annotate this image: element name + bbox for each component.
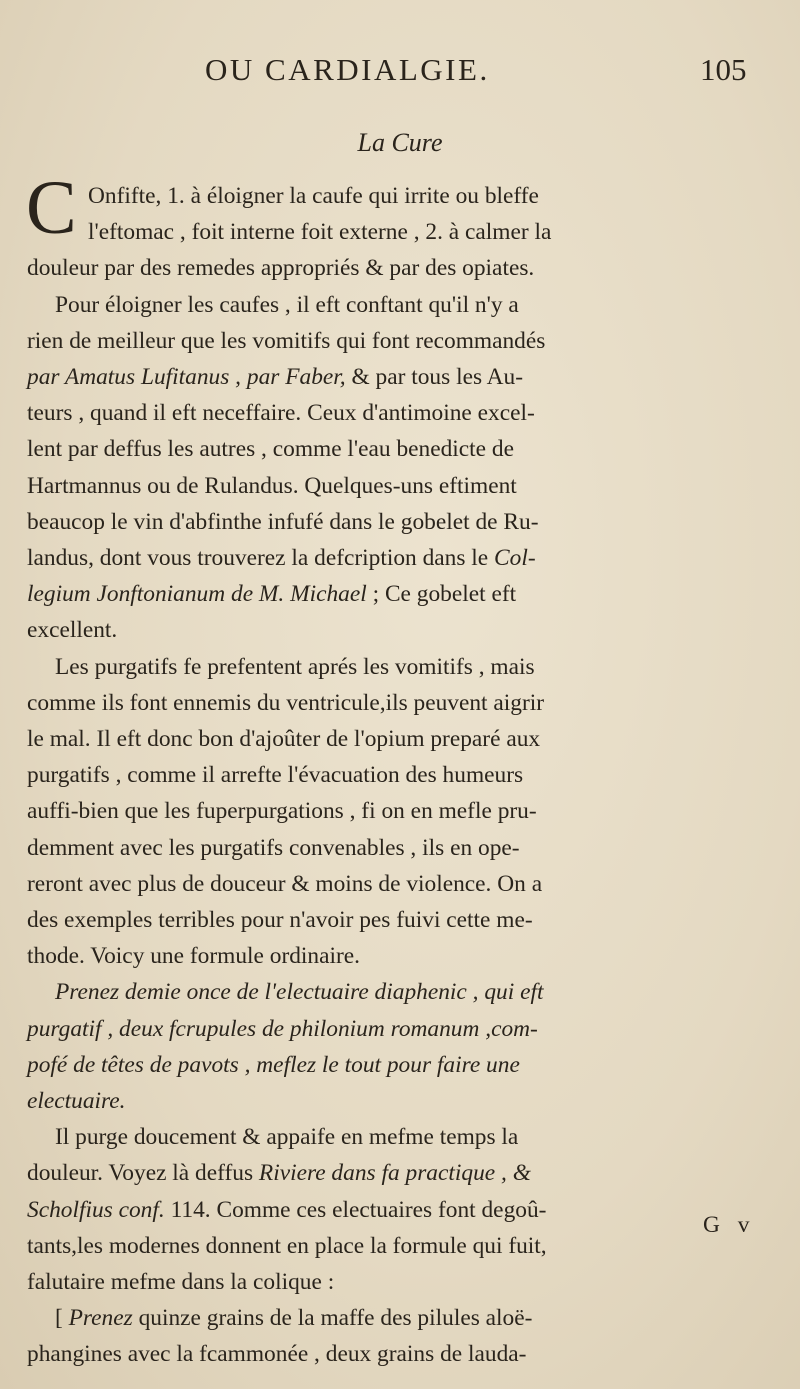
- text-segment: Onfifte, 1. à éloigner la caufe qui irrite ou bleffe: [88, 183, 539, 209]
- text-segment: Scholfius conf.: [27, 1197, 171, 1223]
- text-segment: falutaire mefme dans la colique :: [27, 1269, 335, 1295]
- text-segment: quinze grains de la maffe des pilules aloë-: [138, 1305, 533, 1331]
- text-line: [88, 214, 551, 250]
- text-line: [27, 540, 536, 576]
- text-segment: Prenez: [68, 1305, 139, 1331]
- drop-cap: C: [26, 166, 77, 250]
- text-segment: demment avec les purgatifs convenables , ils en ope-: [27, 835, 520, 861]
- text-segment: douleur. Voyez là deffus: [27, 1160, 259, 1186]
- text-segment: Col-: [494, 545, 536, 571]
- text-segment: electuaire.: [27, 1088, 126, 1114]
- text-line: [27, 1336, 526, 1372]
- text-line: [27, 757, 523, 793]
- text-segment: pofé de têtes de pavots , meflez le tout pour faire une: [27, 1052, 520, 1078]
- text-segment: Riviere dans fa practique , &: [258, 1160, 531, 1186]
- text-segment: des exemples terribles pour n'avoir pes fuivi cette me-: [27, 907, 533, 933]
- text-line: [27, 793, 537, 829]
- text-segment: 114. Comme ces electuaires font degoû-: [170, 1197, 547, 1223]
- text-line: [55, 287, 519, 323]
- text-segment: Il purge doucement & appaife en mefme temps la: [55, 1124, 519, 1150]
- text-line: [27, 1083, 126, 1119]
- text-line: [27, 1192, 546, 1228]
- text-segment: comme ils font ennemis du ventricule,ils peuvent aigrir: [27, 690, 545, 716]
- text-line: [55, 1300, 532, 1336]
- text-segment: Prenez demie once de l'electuaire diaphenic , qui eft: [55, 979, 544, 1005]
- text-line: [27, 1155, 531, 1191]
- text-line: [55, 974, 543, 1010]
- text-segment: par Amatus Lufitanus , par Faber,: [27, 364, 352, 390]
- signature-mark: G v: [703, 1212, 756, 1238]
- text-segment: thode. Voicy une formule ordinaire.: [27, 943, 361, 969]
- text-segment: reront avec plus de douceur & moins de violence. On a: [27, 871, 543, 897]
- text-segment: auffi-bien que les fuperpurgations , fi on en mefle pru-: [27, 798, 537, 824]
- text-line: [27, 576, 516, 612]
- running-title: OU CARDIALGIE.: [205, 52, 490, 87]
- text-line: [27, 866, 542, 902]
- text-segment: ; Ce gobelet eft: [372, 581, 517, 607]
- text-segment: purgatifs , comme il arrefte l'évacuation des humeurs: [27, 762, 524, 788]
- text-segment: douleur par des remedes appropriés & par des opiates.: [27, 255, 535, 281]
- text-segment: lent par deffus les autres , comme l'eau benedicte de: [27, 436, 514, 462]
- text-segment: purgatif , deux fcrupules de philonium romanum ,com-: [27, 1016, 538, 1042]
- text-line: [27, 431, 514, 467]
- text-line: [27, 721, 540, 757]
- text-line: [27, 250, 534, 286]
- text-segment: rien de meilleur que les vomitifs qui font recommandés: [27, 328, 546, 354]
- text-line: [55, 1119, 518, 1155]
- text-line: [55, 649, 535, 685]
- text-segment: excellent.: [27, 617, 118, 643]
- text-line: [27, 612, 117, 648]
- text-segment: beaucop le vin d'abfinthe infufé dans le gobelet de Ru-: [27, 509, 539, 535]
- text-line: [27, 1011, 538, 1047]
- text-segment: [: [55, 1305, 69, 1331]
- text-segment: landus, dont vous trouverez la defcription dans le: [27, 545, 495, 571]
- text-segment: teurs , quand il eft neceffaire. Ceux d'antimoine excel-: [27, 400, 535, 426]
- text-line: [27, 1228, 547, 1264]
- text-line: [27, 830, 520, 866]
- running-head: [0, 52, 800, 92]
- text-segment: legium Jonftonianum de M. Michael: [27, 581, 373, 607]
- text-line: [27, 395, 535, 431]
- text-segment: phangines avec la fcammonée , deux grains de lauda-: [27, 1341, 527, 1367]
- text-line: [27, 468, 517, 504]
- text-line: [27, 1047, 520, 1083]
- text-line: [27, 504, 539, 540]
- text-segment: & par tous les Au-: [351, 364, 523, 390]
- text-line: [27, 685, 544, 721]
- text-line: [27, 938, 360, 974]
- section-title: La Cure: [357, 128, 443, 157]
- text-segment: Pour éloigner les caufes , il eft conftant qu'il n'y a: [55, 292, 519, 318]
- text-segment: tants,les modernes donnent en place la formule qui fuit,: [27, 1233, 547, 1259]
- text-line: [27, 359, 523, 395]
- text-segment: le mal. Il eft donc bon d'ajoûter de l'opium preparé aux: [27, 726, 541, 752]
- text-segment: l'eftomac , foit interne foit externe , 2. à calmer la: [88, 219, 552, 245]
- text-line: [27, 902, 533, 938]
- text-segment: Les purgatifs fe prefentent aprés les vomitifs , mais: [55, 654, 535, 680]
- text-line: [88, 178, 539, 214]
- text-line: [27, 1264, 334, 1300]
- page-number: 105: [700, 52, 747, 87]
- text-segment: Hartmannus ou de Rulandus. Quelques-uns eftiment: [27, 473, 517, 499]
- text-line: [27, 323, 545, 359]
